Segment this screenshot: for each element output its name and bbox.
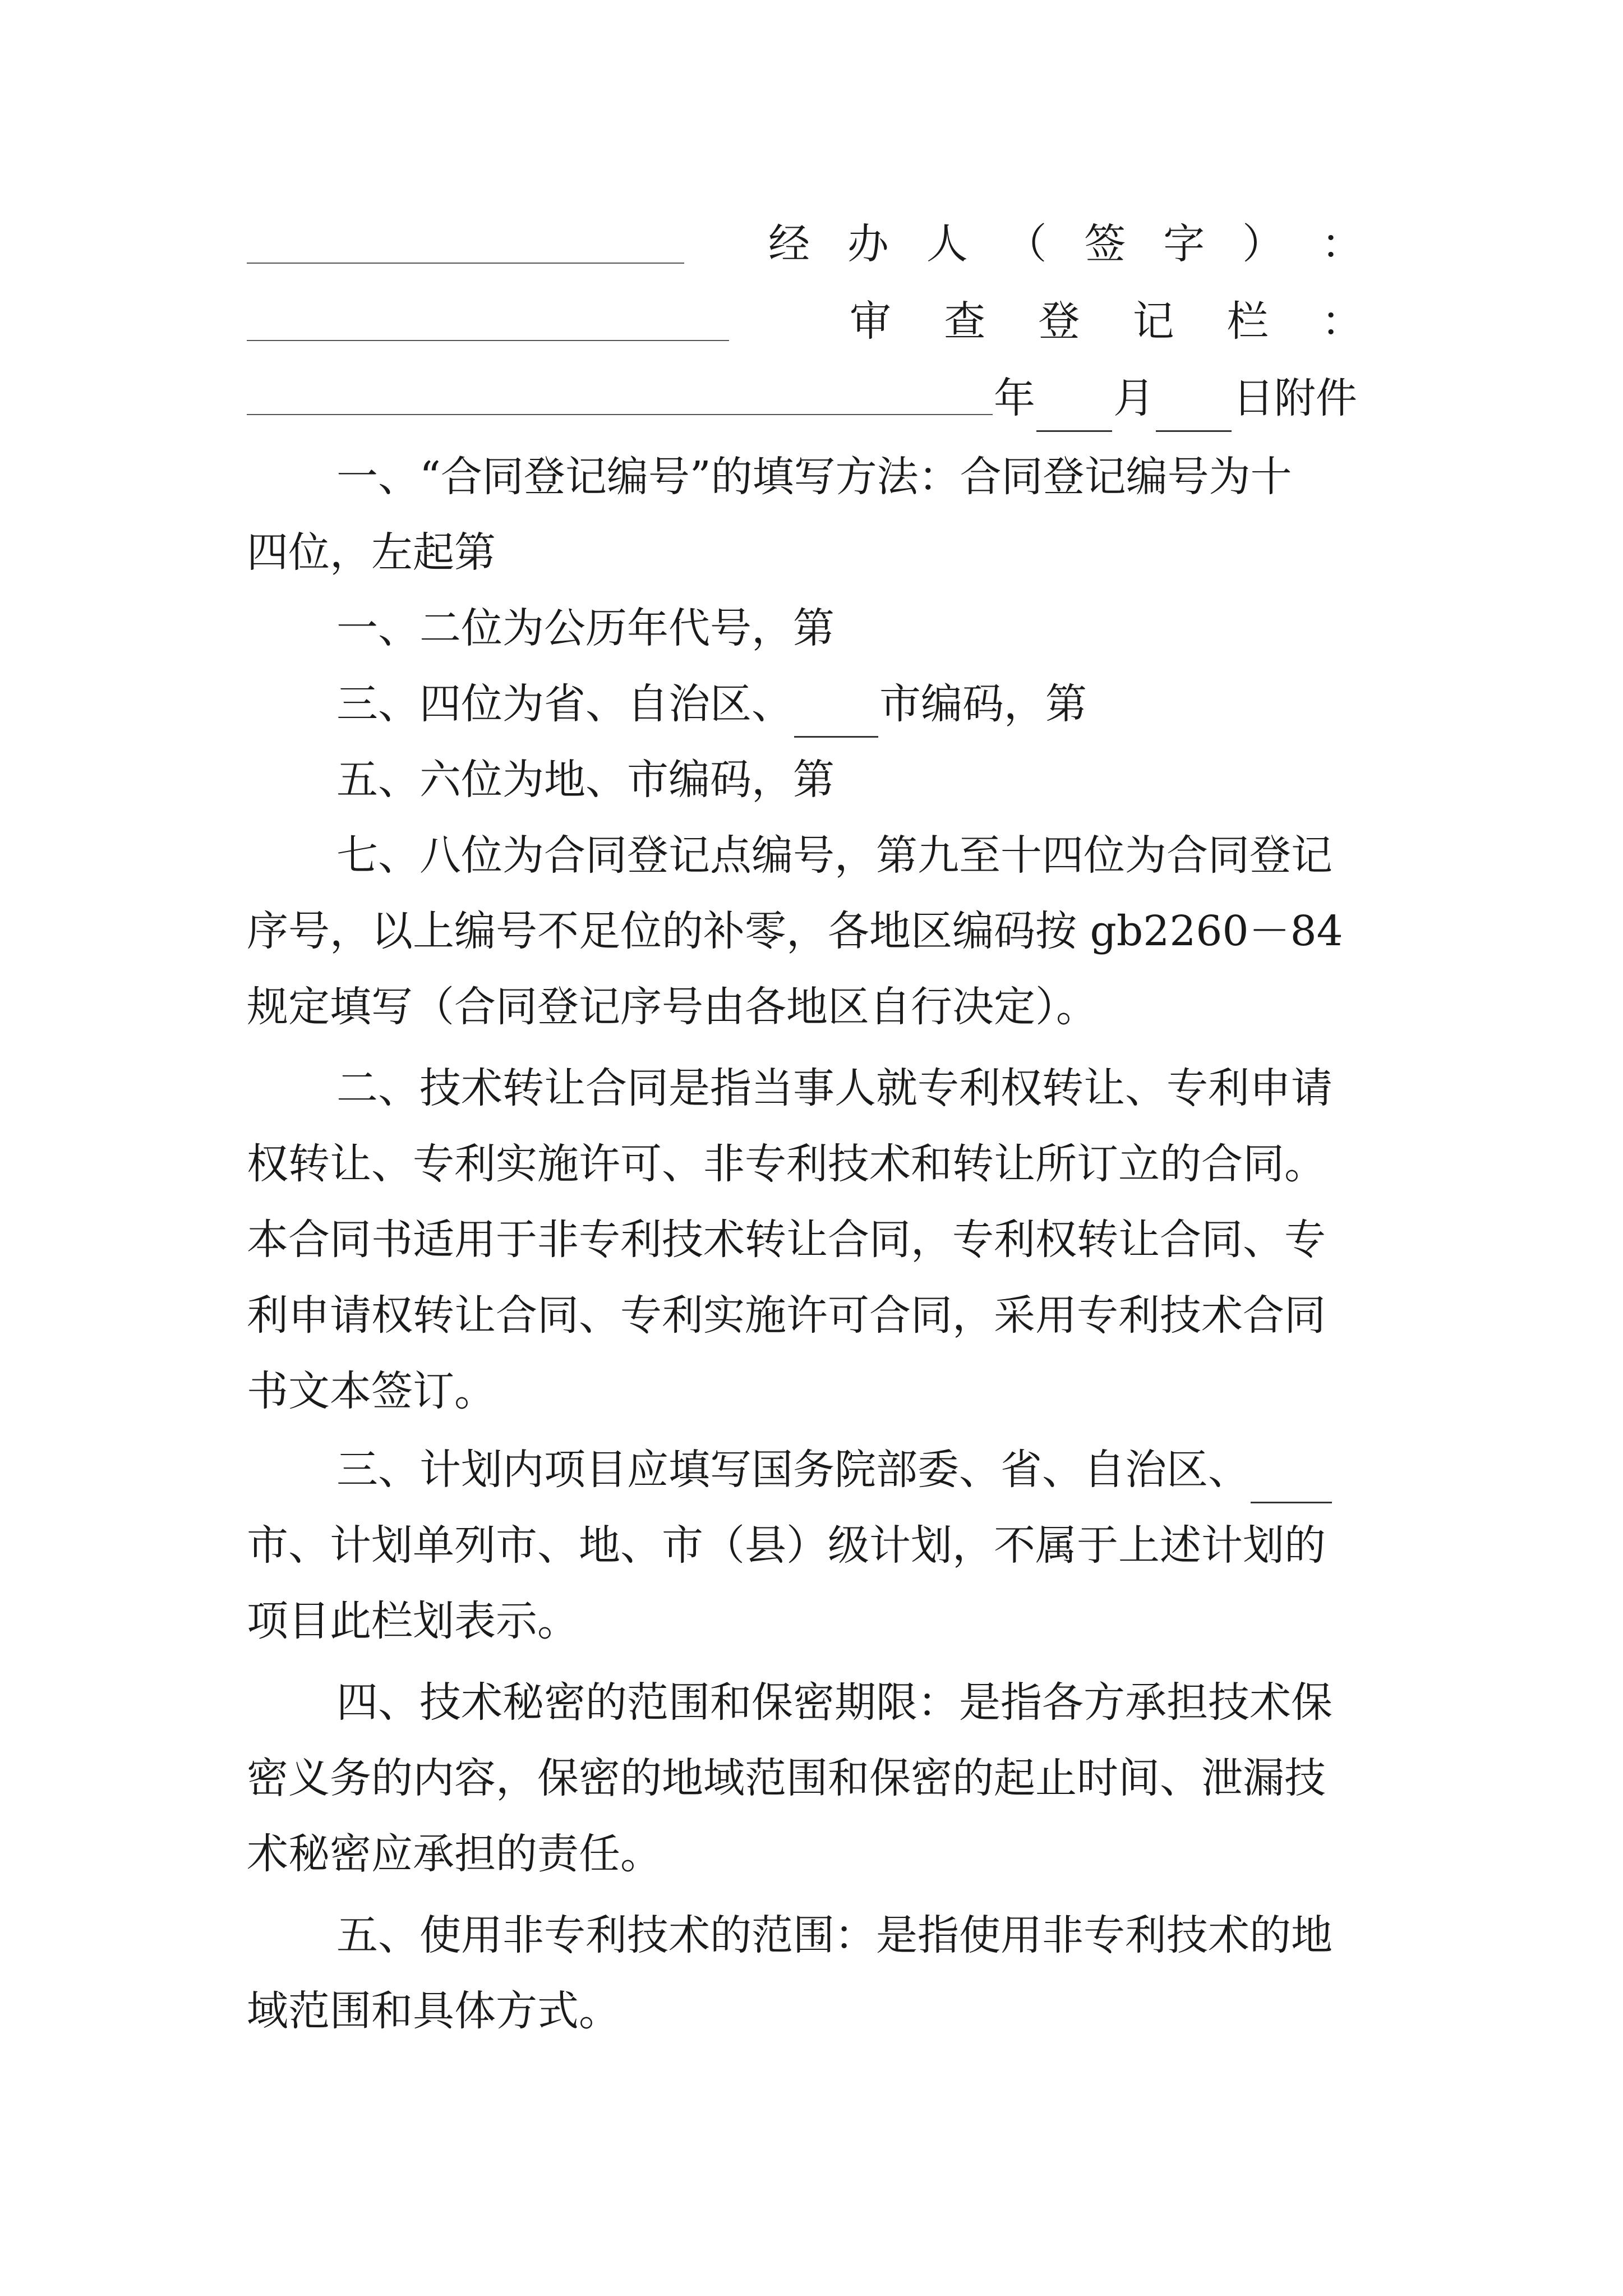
paragraph-7-line-1 — [336, 1436, 1380, 1503]
date-line — [247, 414, 993, 415]
paragraph-7-line-2: 市、计划单列市、地、市（县）级计划，不属于上述计划的 — [247, 1521, 1326, 1570]
review-record-line — [247, 340, 729, 341]
paragraph-5-line-2: 序号，以上编号不足位的补零，各地区编码按 gb2260－84 — [247, 907, 1343, 955]
paragraph-3-text-b: 市编码，第 — [879, 680, 1087, 728]
handler-char: 签 — [1084, 220, 1126, 268]
paragraph-6-line-2: 权转让、专利实施许可、非专利技术和转让所订立的合同。 — [247, 1140, 1326, 1188]
handler-char: ） — [1242, 220, 1284, 268]
review-char: 登 — [1038, 297, 1080, 346]
review-char: ： — [1321, 297, 1363, 346]
review-char: 查 — [944, 297, 986, 346]
paragraph-1-line-1: 一、“合同登记编号”的填写方法：合同登记编号为十 — [336, 453, 1292, 501]
handler-char: 办 — [847, 220, 889, 268]
paragraph-8-line-2: 密义务的内容，保密的地域范围和保密的起止时间、泄漏技 — [247, 1754, 1326, 1802]
handler-char: 字 — [1163, 220, 1205, 268]
handler-char: ： — [1321, 220, 1363, 268]
paragraph-2-line-1: 一、二位为公历年代号，第 — [336, 604, 834, 652]
handler-char: 人 — [926, 220, 968, 268]
paragraph-6-line-1: 二、技术转让合同是指当事人就专利权转让、专利申请 — [336, 1064, 1332, 1112]
handler-signature-label — [768, 210, 1363, 278]
paragraph-9-line-1: 五、使用非专利技术的范围：是指使用非专利技术的地 — [336, 1911, 1332, 1959]
paragraph-3-line-1 — [336, 670, 1380, 738]
paragraph-1-line-2: 四位，左起第 — [247, 528, 496, 577]
handler-signature-line — [247, 263, 684, 264]
paragraph-6-line-5: 书文本签订。 — [247, 1367, 496, 1415]
paragraph-8-line-3: 术秘密应承担的责任。 — [247, 1830, 662, 1878]
plan-municipality-blank — [1251, 1457, 1332, 1503]
review-char: 栏 — [1227, 297, 1269, 346]
paragraph-3-text-a: 三、四位为省、自治区、 — [336, 680, 793, 728]
date-row — [994, 365, 1386, 432]
day-blank — [1156, 385, 1232, 432]
month-blank — [1036, 385, 1112, 432]
day-attachment-label: 日附件 — [1233, 374, 1357, 422]
paragraph-4-line-1: 五、六位为地、市编码，第 — [336, 756, 834, 804]
year-label: 年 — [994, 374, 1035, 422]
paragraph-8-line-1: 四、技术秘密的范围和保密期限：是指各方承担技术保 — [336, 1678, 1332, 1727]
paragraph-6-line-3: 本合同书适用于非专利技术转让合同，专利权转让合同、专 — [247, 1216, 1326, 1264]
paragraph-7-text: 三、计划内项目应填写国务院部委、省、自治区、 — [336, 1446, 1249, 1494]
paragraph-9-line-2: 域范围和具体方式。 — [247, 1987, 620, 2035]
paragraph-5-line-1: 七、八位为合同登记点编号，第九至十四位为合同登记 — [336, 831, 1332, 880]
paragraph-6-line-4: 利申请权转让合同、专利实施许可合同，采用专利技术合同 — [247, 1291, 1326, 1340]
handler-char: （ — [1005, 220, 1047, 268]
paragraph-5-line-3: 规定填写（合同登记序号由各地区自行决定）。 — [247, 983, 1098, 1031]
paragraph-7-line-3: 项目此栏划表示。 — [247, 1597, 579, 1645]
review-char: 审 — [850, 297, 891, 346]
municipality-blank — [794, 691, 878, 738]
month-label: 月 — [1113, 374, 1155, 422]
handler-char: 经 — [768, 220, 810, 268]
review-record-label — [850, 288, 1363, 355]
review-char: 记 — [1132, 297, 1174, 346]
